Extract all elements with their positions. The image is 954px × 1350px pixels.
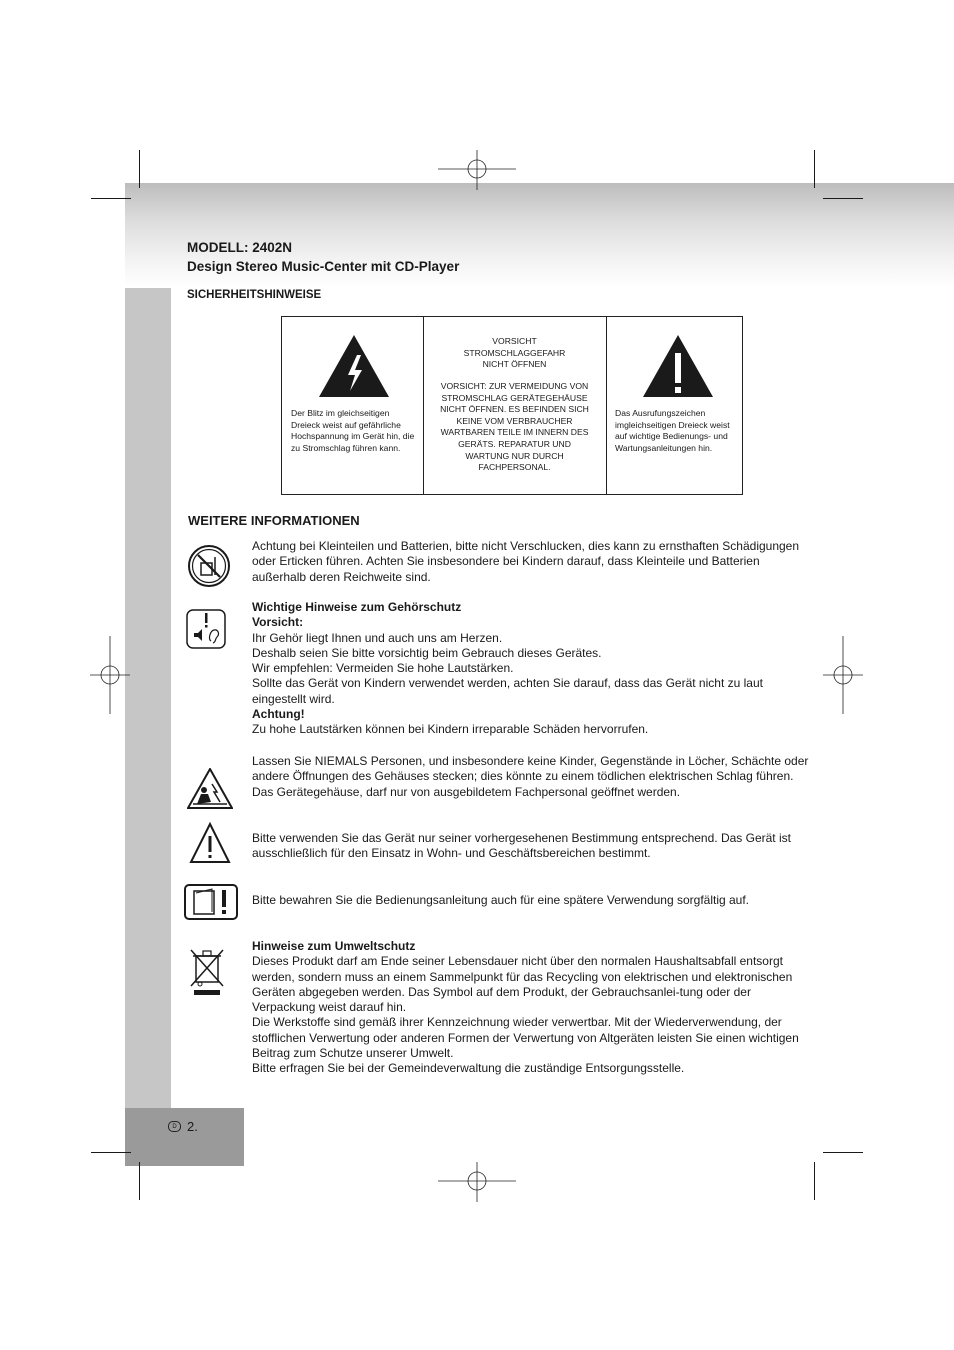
hearing-caution-label: Vorsicht: xyxy=(252,615,304,630)
caution-top-text: VORSICHT STROMSCHLAGGEFAHR NICHT ÖFFNEN xyxy=(463,336,566,370)
safety-heading: SICHERHEITSHINWEISE xyxy=(187,289,322,301)
left-margin-band xyxy=(125,288,171,1108)
hearing-section: Wichtige Hinweise zum Gehörschutz Vorsicht: Ihr Gehör liegt Ihnen und auch uns am Herzen. Deshalb seien Sie bitte vorsichtig beim Gebrauch dieses Gerätes. Wir empfehlen: Vermeiden Sie hohe Lautstärken. Sollte das Gerät von Kindern verwendet werden, achten Sie darauf, dass das Gerät nicht zu laut eingestellt wird. Achtung! Zu hohe Lautstärken können bei Kindern irreparable Schäden hervorrufen. xyxy=(252,600,812,738)
footer-page-box xyxy=(125,1108,244,1166)
caution-cell xyxy=(423,317,607,494)
caution-body-text: VORSICHT: ZUR VERMEIDUNG VON STROMSCHLAG GERÄTEGEHÄUSE NICHT ÖFFNEN. ES BEFINDEN SICH KEINE VOM VERBRAUCHER WARTBAREN TEILE IM INNERN DES GERÄTS. REPARATUR UND WARTUNG NUR DURCH FACHPERSONAL. xyxy=(440,381,589,473)
weee-bin-icon xyxy=(188,946,226,998)
registration-mark-top xyxy=(438,150,516,190)
page-number-text: 2. xyxy=(187,1119,198,1134)
intended-use-text: Bitte verwenden Sie das Gerät nur seiner vorhergesehenen Bestimmung entsprechend. Das Gerät ist ausschließlich für den Einsatz in Wohn- und Geschäftsbereichen bestimmt. xyxy=(252,831,791,861)
exclamation-description: Das Ausrufungszeichen imgleichseitigen Dreieck weist auf wichtige Bedienungs- und Wartungsanleitungen hin. xyxy=(615,408,730,453)
registration-mark-bottom xyxy=(438,1162,516,1202)
hearing-protection-icon xyxy=(186,609,226,649)
lightning-warning-icon xyxy=(317,333,391,399)
info-heading: WEITERE INFORMATIONEN xyxy=(188,513,360,528)
hearing-title: Wichtige Hinweise zum Gehörschutz xyxy=(252,600,462,614)
exclamation-warning-icon xyxy=(641,333,715,399)
environment-section: Hinweise zum Umweltschutz Dieses Produkt darf am Ende seiner Lebensdauer nicht über den normalen Haushaltsabfall entsorgt werden, sondern muss an einem Sammelpunkt für das Recycling von elektrischen und elektronischen Geräten abgegeben werden. Das Symbol auf dem Produkt, der Gebrauchsanlei-tung oder der Verpackung weist darauf hin. Die Werkstoffe sind gemäß ihrer Kennzeichnung wieder verwertbar. Mit der Wiederverwendung, der stofflichen Verwertung oder anderen Formen der Verwertung von Altgeräten leisten Sie einen wichtigen Beitrag zum Schutze unserer Umwelt. Bitte erfragen Sie bei der Gemeindeverwaltung die zuständige Entsorgungsstelle. xyxy=(252,939,812,1077)
document-title xyxy=(187,238,459,276)
model-name: MODELL: 2402N xyxy=(187,240,293,255)
lightning-description: Der Blitz im gleichseitigen Dreieck weist auf gefährliche Hochspannung im Gerät hin, die zu Stromschlag führen kann. xyxy=(291,408,415,453)
hearing-attention-text: Zu hohe Lautstärken können bei Kindern irreparable Schäden hervorrufen. xyxy=(252,722,649,737)
product-name: Design Stereo Music-Center mit CD-Player xyxy=(187,259,460,274)
environment-title: Hinweise zum Umweltschutz xyxy=(252,939,416,953)
page-number xyxy=(168,1119,198,1134)
hearing-attention-label: Achtung! xyxy=(252,707,305,722)
small-parts-text: Achtung bei Kleinteilen und Batterien, bitte nicht Verschlucken, dies kann zu ernsthaften Schädigungen oder Erticken führen. Achten Sie insbesondere bei Kindern darauf, dass Kleinteile und Batterien außerhalb deren Reichweite sind. xyxy=(252,539,800,584)
registration-mark-left xyxy=(90,636,130,714)
language-badge: D xyxy=(168,1121,181,1132)
no-swallowing-icon xyxy=(187,544,231,588)
openings-text: Lassen Sie NIEMALS Personen, und insbesondere keine Kinder, Gegenstände in Löcher, Schächte oder andere Öffnungen des Gehäuses stecken; dies könnte zu einem tödlichen elektrischen Schlag führen. Das Gerätegehäuse, darf nur von ausgebildetem Fachpersonal geöffnet werden. xyxy=(252,754,809,799)
warning-triangle-icon xyxy=(189,822,231,864)
registration-mark-right xyxy=(823,636,863,714)
manual-book-icon xyxy=(184,884,238,920)
exclamation-cell xyxy=(606,317,742,494)
lightning-cell xyxy=(282,317,424,494)
manual-text: Bitte bewahren Sie die Bedienungsanleitung auch für eine spätere Verwendung sorgfältig auf. xyxy=(252,893,750,907)
safety-warning-table xyxy=(281,316,743,495)
electric-shock-icon xyxy=(187,768,233,810)
